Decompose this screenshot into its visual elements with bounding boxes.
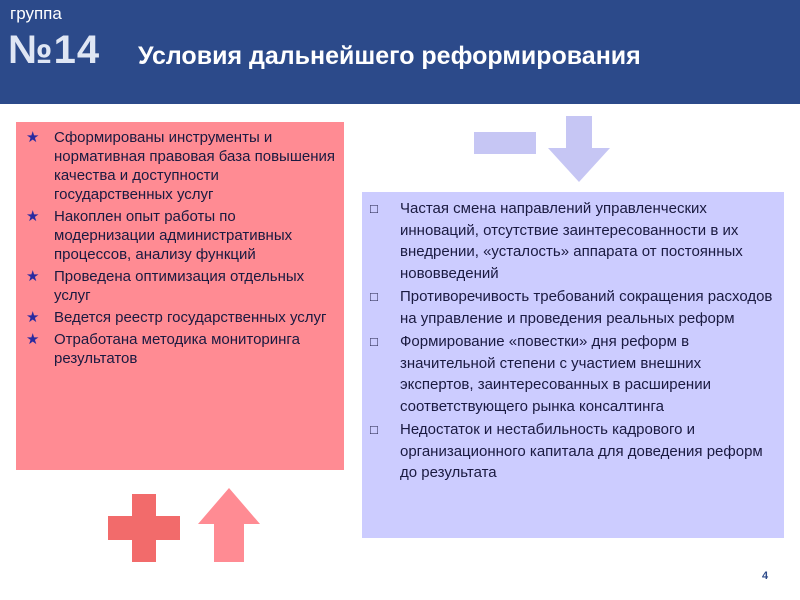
star-icon: ★ [26,331,40,348]
achievements-list [26,128,336,368]
list-item: ★ Накоплен опыт работы по модернизации административных процессов, анализу функций [26,208,293,263]
list-item: ★ Проведена оптимизация отдельных услуг [26,268,305,304]
group-number: №14 [8,28,101,72]
problems-box [362,192,784,538]
group-label: группа [10,4,62,23]
list-item: ★ Ведется реестр государственных услуг [26,309,327,326]
square-bullet-icon: □ [370,289,378,304]
up-arrow-icon [198,488,260,562]
problems-list [370,198,776,484]
square-bullet-icon: □ [370,422,378,437]
minus-icon [474,132,536,154]
list-item: □ Частая смена направлений управленческих инноваций, отсутствие заинтересованности в их внедрении, «усталость» аппарата от постоянных нововведений [370,200,743,282]
plus-icon [108,494,180,562]
list-item: □ Противоречивость требований сокращения расходов на управление и проведения реальных реформ [370,288,773,327]
square-bullet-icon: □ [370,201,378,216]
star-icon: ★ [26,129,40,146]
list-item: □ Недостаток и нестабильность кадрового и организационного капитала для доведения реформ до результата [370,421,763,481]
header-bar [0,0,800,104]
list-item: ★ Сформированы инструменты и нормативная правовая база повышения качества и доступности государственных услуг [26,129,335,203]
page-title: Условия дальнейшего реформирования [138,42,641,70]
page-number: 4 [762,570,769,582]
achievements-box [16,122,344,470]
star-icon: ★ [26,309,40,326]
square-bullet-icon: □ [370,334,378,349]
down-arrow-icon [548,116,610,182]
list-item: □ Формирование «повестки» дня реформ в значительной степени с участием внешних экспертов, заинтересованных в расширении соответствующего рынка консалтинга [370,333,711,415]
list-item: ★ Отработана методика мониторинга результатов [26,331,300,367]
star-icon: ★ [26,208,40,225]
star-icon: ★ [26,268,40,285]
